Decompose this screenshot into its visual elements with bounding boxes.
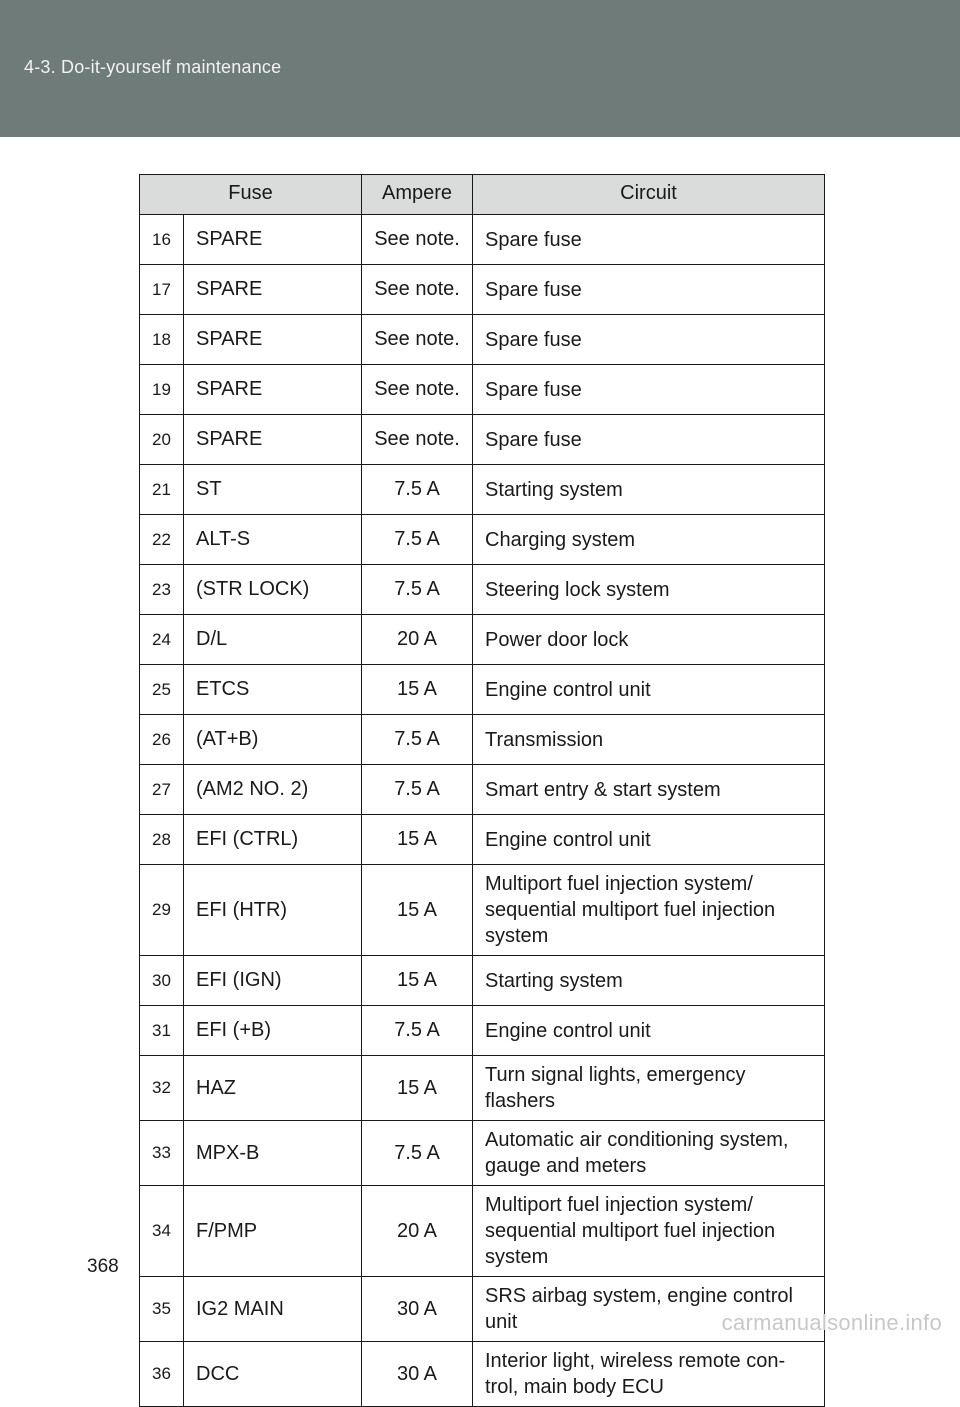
- table-row: [140, 415, 825, 465]
- section-title: 4-3. Do-it-yourself maintenance: [24, 57, 282, 77]
- fuse-name-cell: ST: [184, 465, 362, 515]
- table-row: [140, 665, 825, 715]
- circuit-cell: Automatic air conditioning system, gauge and meters: [473, 1121, 825, 1186]
- circuit-cell: Multiport fuel injection system/ sequential multiport fuel injection system: [473, 865, 825, 956]
- table-row: [140, 565, 825, 615]
- fuse-number-cell: 30: [140, 956, 184, 1006]
- fuse-number-cell: 18: [140, 315, 184, 365]
- circuit-cell: Smart entry & start system: [473, 765, 825, 815]
- table-row: [140, 1006, 825, 1056]
- circuit-cell: SRS airbag system, engine control unit: [473, 1277, 825, 1342]
- circuit-cell: Spare fuse: [473, 215, 825, 265]
- fuse-number-cell: 16: [140, 215, 184, 265]
- table-row: [140, 515, 825, 565]
- fuse-name-cell: ALT-S: [184, 515, 362, 565]
- ampere-cell: 15 A: [362, 1056, 473, 1121]
- circuit-cell: Turn signal lights, emergency flashers: [473, 1056, 825, 1121]
- table-row: [140, 815, 825, 865]
- ampere-cell: 15 A: [362, 956, 473, 1006]
- table-header-row: [140, 175, 825, 215]
- ampere-cell: 7.5 A: [362, 565, 473, 615]
- circuit-cell: Interior light, wireless remote con-trol, main body ECU: [473, 1342, 825, 1407]
- fuse-number-cell: 33: [140, 1121, 184, 1186]
- fuse-number-cell: 24: [140, 615, 184, 665]
- fuse-name-cell: EFI (IGN): [184, 956, 362, 1006]
- ampere-cell: 20 A: [362, 615, 473, 665]
- ampere-cell: 15 A: [362, 815, 473, 865]
- table-row: [140, 1056, 825, 1121]
- ampere-cell: 7.5 A: [362, 1006, 473, 1056]
- ampere-cell: 15 A: [362, 665, 473, 715]
- column-header-circuit: Circuit: [473, 175, 825, 215]
- circuit-cell: Engine control unit: [473, 815, 825, 865]
- fuse-number-cell: 25: [140, 665, 184, 715]
- ampere-cell: See note.: [362, 415, 473, 465]
- fuse-name-cell: EFI (HTR): [184, 865, 362, 956]
- ampere-cell: 30 A: [362, 1277, 473, 1342]
- fuse-number-cell: 29: [140, 865, 184, 956]
- circuit-cell: Spare fuse: [473, 415, 825, 465]
- fuse-number-cell: 28: [140, 815, 184, 865]
- fuse-name-cell: SPARE: [184, 415, 362, 465]
- table-row: [140, 365, 825, 415]
- fuse-name-cell: MPX-B: [184, 1121, 362, 1186]
- ampere-cell: See note.: [362, 215, 473, 265]
- table-row: [140, 865, 825, 956]
- table-row: [140, 715, 825, 765]
- fuse-name-cell: D/L: [184, 615, 362, 665]
- ampere-cell: See note.: [362, 365, 473, 415]
- fuse-number-cell: 27: [140, 765, 184, 815]
- fuse-number-cell: 36: [140, 1342, 184, 1407]
- fuse-name-cell: SPARE: [184, 315, 362, 365]
- circuit-cell: Spare fuse: [473, 265, 825, 315]
- circuit-cell: Engine control unit: [473, 665, 825, 715]
- table-row: [140, 265, 825, 315]
- column-header-ampere: Ampere: [362, 175, 473, 215]
- fuse-number-cell: 23: [140, 565, 184, 615]
- circuit-cell: Starting system: [473, 465, 825, 515]
- fuse-name-cell: (AT+B): [184, 715, 362, 765]
- ampere-cell: 7.5 A: [362, 515, 473, 565]
- page-number: 368: [87, 1256, 119, 1277]
- table-row: [140, 315, 825, 365]
- watermark: carmanualsonline.info: [721, 1310, 942, 1335]
- ampere-cell: 30 A: [362, 1342, 473, 1407]
- header-band: [0, 0, 960, 137]
- fuse-number-cell: 19: [140, 365, 184, 415]
- table-row: [140, 1186, 825, 1277]
- ampere-cell: See note.: [362, 265, 473, 315]
- table-row: [140, 765, 825, 815]
- fuse-name-cell: ETCS: [184, 665, 362, 715]
- fuse-number-cell: 31: [140, 1006, 184, 1056]
- ampere-cell: 7.5 A: [362, 465, 473, 515]
- circuit-cell: Multiport fuel injection system/ sequential multiport fuel injection system: [473, 1186, 825, 1277]
- fuse-name-cell: (AM2 NO. 2): [184, 765, 362, 815]
- table-row: [140, 465, 825, 515]
- fuse-number-cell: 22: [140, 515, 184, 565]
- table-row: [140, 956, 825, 1006]
- circuit-cell: Engine control unit: [473, 1006, 825, 1056]
- fuse-name-cell: HAZ: [184, 1056, 362, 1121]
- fuse-number-cell: 32: [140, 1056, 184, 1121]
- circuit-cell: Spare fuse: [473, 315, 825, 365]
- fuse-number-cell: 21: [140, 465, 184, 515]
- fuse-name-cell: EFI (+B): [184, 1006, 362, 1056]
- fuse-table: [139, 174, 825, 1407]
- fuse-name-cell: (STR LOCK): [184, 565, 362, 615]
- fuse-number-cell: 34: [140, 1186, 184, 1277]
- circuit-cell: Steering lock system: [473, 565, 825, 615]
- fuse-name-cell: F/PMP: [184, 1186, 362, 1277]
- ampere-cell: See note.: [362, 315, 473, 365]
- fuse-number-cell: 17: [140, 265, 184, 315]
- fuse-name-cell: SPARE: [184, 365, 362, 415]
- ampere-cell: 7.5 A: [362, 1121, 473, 1186]
- circuit-cell: Transmission: [473, 715, 825, 765]
- ampere-cell: 7.5 A: [362, 715, 473, 765]
- table-row: [140, 1121, 825, 1186]
- circuit-cell: Spare fuse: [473, 365, 825, 415]
- column-header-fuse: Fuse: [140, 175, 362, 215]
- fuse-name-cell: SPARE: [184, 265, 362, 315]
- circuit-cell: Charging system: [473, 515, 825, 565]
- circuit-cell: Power door lock: [473, 615, 825, 665]
- fuse-number-cell: 35: [140, 1277, 184, 1342]
- fuse-number-cell: 20: [140, 415, 184, 465]
- fuse-name-cell: SPARE: [184, 215, 362, 265]
- fuse-name-cell: DCC: [184, 1342, 362, 1407]
- fuse-number-cell: 26: [140, 715, 184, 765]
- table-row: [140, 215, 825, 265]
- ampere-cell: 7.5 A: [362, 765, 473, 815]
- ampere-cell: 15 A: [362, 865, 473, 956]
- circuit-cell: Starting system: [473, 956, 825, 1006]
- fuse-name-cell: EFI (CTRL): [184, 815, 362, 865]
- table-row: [140, 615, 825, 665]
- ampere-cell: 20 A: [362, 1186, 473, 1277]
- fuse-name-cell: IG2 MAIN: [184, 1277, 362, 1342]
- table-row: [140, 1342, 825, 1407]
